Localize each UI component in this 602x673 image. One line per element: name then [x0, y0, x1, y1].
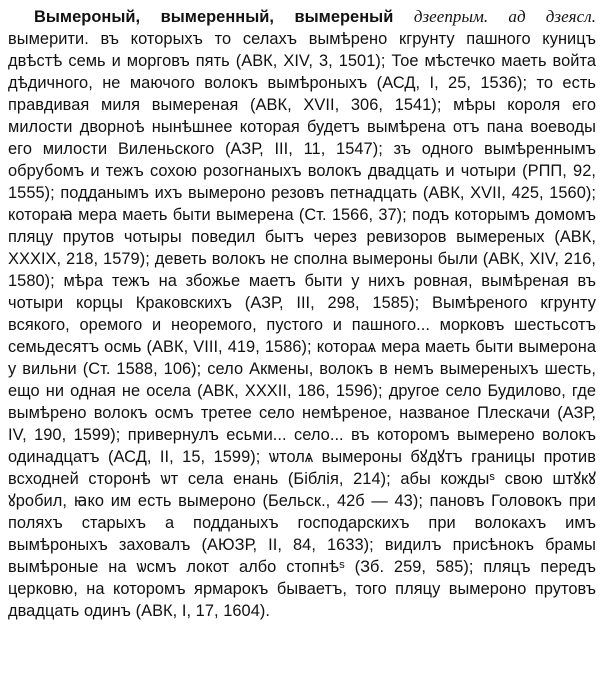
entry-definition-text: вымерити. въ которыхъ то селахъ вымѣрено кгрунту пашного куницъ двѣстѣ семь и морговъ пять (АВК, XIV, 3, 1501); Тое мѣстечко маеть войта дѣдичного, не маючого волокъ вымѣроныхъ (АСД, I, 25, 1536); то есть правдивая миля вымереная (АВК, XVII, 306, 1541); мѣры короля его милости дворноѣ нынѣшнее которая будетъ вымѣрена отъ пана воеводы его милости Виленьского (АЗР, III, 11, 1547); зъ одного вымѣреннымъ обрубомъ и тежъ сохою розогнаныхъ волокъ двадцать и чотыри (РПП, 92, 1555); подданымъ ихъ вымероно резовъ петнадцать (АВК, XVII, 425, 1560); котораꙗ мера маеть быти вымерена (Ст. 1566, 37); подъ которымъ домомъ пляцу прутов чотыры поведил бытъ через ревизоров вымереных (АВК, XXXIX, 218, 1579); деветь волокъ не сполна вымероны были (АВК, XIV, 216, 1580); мѣра тежъ на збожье маетъ быти у нихъ ровная, вымѣреная въ чотыри корцы Краковскихъ (АЗР, III, 298, 1585); Вымѣреного кгрунту всякого, оремого и неоремого, пустого и пашного... морковъ шестьсотъ семьдесятъ осмь (АВК, VIII, 419, 1586); котораѧ мера маеть быти вымерона у вильни (Ст. 1588, 106); село Акмены, волокъ в немъ вымереныхъ шесть, ещо ни одная не осела (АВК, XXXII, 186, 1596); другое село Будилово, где вымѣрено волокъ осмъ третее село немѣреное, названое Плескачи (АЗР, IV, 190, 1599); привернулъ есьми... село... въ которомъ вымерено волокъ одинадцатъ (АСД, II, 15, 1599); ѡтолѧ вымероны бꙋдꙋтъ границы против всходней сторонѣ ѡт села енань (Біблія, 214); абы кождыˢ свою штꙋкꙋ ꙋробил, ꙗко им есть вымероно (Бельск., 42б — 43); пановъ Головокъ при поляхъ старыхъ а подданыхъ господарскихъ при волокахъ имъ вымѣроныхъ заховалъ (АЮЗР, II, 84, 1633); видилъ присѣнокъ брамы вымѣроные на ѡсмъ локот албо стопнѣˢ (Зб. 259, 585); пляцъ передъ церковю, на которомъ ярмарокъ бываетъ, того пляцу вымероно прутовъ двадцать одинъ (АВК, I, 17, 1604).: [8, 30, 596, 620]
dictionary-entry: [8, 6, 596, 622]
entry-grammar-note: дзеепрым. ад дзеясл.: [413, 7, 596, 26]
entry-headword: Вымероный, вымеренный, вымереный: [34, 8, 394, 26]
